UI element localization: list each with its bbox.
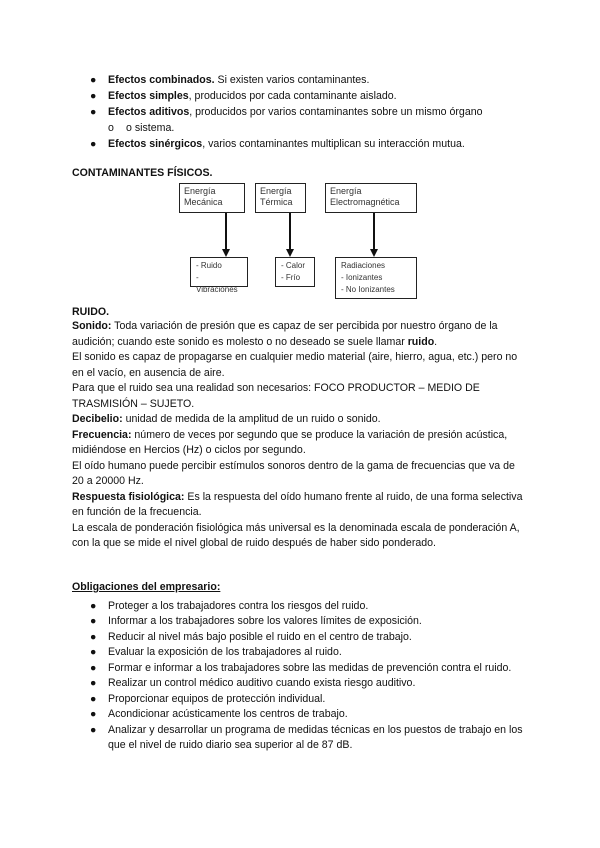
result-box-termica: - Calor - Frío bbox=[275, 257, 315, 287]
list-item: ● Evaluar la exposición de los trabajadores al ruido. bbox=[72, 645, 528, 661]
ruido-body bbox=[72, 319, 528, 552]
bullet-icon: ● bbox=[90, 74, 97, 86]
paragraph: Para que el ruido sea una realidad son necesarios: FOCO PRODUCTOR – MEDIO DE TRASMISIÓN – SUJETO. bbox=[72, 382, 480, 410]
list-item: ● Efectos sinérgicos, varios contaminantes multiplican su interacción mutua. bbox=[90, 138, 465, 150]
ruido-title: RUIDO. bbox=[72, 306, 110, 318]
section-title: CONTAMINANTES FÍSICOS. bbox=[72, 167, 213, 179]
paragraph: Respuesta fisiológica: Es la respuesta del oído humano frente al ruido, de una forma selectiva en función de la frecuencia. bbox=[72, 490, 523, 518]
energy-box-mecanica: Energía Mecánica bbox=[179, 183, 245, 213]
list-item: ● Efectos combinados. Si existen varios contaminantes. bbox=[90, 74, 370, 86]
sub-list bbox=[108, 120, 530, 136]
arrow-line bbox=[373, 213, 375, 251]
bullet-icon: ● bbox=[90, 677, 97, 689]
result-box-mecanica: - Ruido - Vibraciones bbox=[190, 257, 248, 287]
energy-box-electromagnetica: Energía Electromagnética bbox=[325, 183, 417, 213]
paragraph: El oído humano puede percibir estímulos sonoros dentro de la gama de frecuencias que va de 20 a 20000 Hz. bbox=[72, 459, 515, 487]
effects-list bbox=[90, 72, 530, 152]
obligaciones-section bbox=[72, 580, 528, 754]
bullet-icon: ● bbox=[90, 646, 97, 658]
bullet-icon: ● bbox=[90, 708, 97, 720]
paragraph: Decibelio: unidad de medida de la amplitud de un ruido o sonido. bbox=[72, 413, 381, 425]
obligaciones-heading: Obligaciones del empresario: bbox=[72, 581, 221, 593]
arrow-down-icon bbox=[286, 249, 294, 257]
bullet-icon: ● bbox=[90, 599, 97, 612]
arrow-down-icon bbox=[370, 249, 378, 257]
energy-diagram bbox=[175, 183, 435, 303]
arrow-down-icon bbox=[222, 249, 230, 257]
arrow-line bbox=[225, 213, 227, 251]
paragraph: La escala de ponderación fisiológica más universal es la denominada escala de ponderación A, con la que se mide el nivel global de ruido después de haber sido ponderado. bbox=[72, 521, 520, 549]
bullet-icon: ● bbox=[90, 630, 97, 643]
arrow-line bbox=[289, 213, 291, 251]
paragraph: Frecuencia: número de veces por segundo que se produce la variación de presión acústica, midiéndose en Hercios (Hz) o ciclos por segundo. bbox=[72, 428, 508, 456]
paragraph: Sonido: Toda variación de presión que es capaz de ser percibida por nuestro órgano de la audición; cuando este sonido es molesto o no deseado se suele llamar ruido. bbox=[72, 320, 498, 348]
energy-box-termica: Energía Térmica bbox=[255, 183, 306, 213]
list-item: ● Proteger a los trabajadores contra los riesgos del ruido. bbox=[72, 599, 528, 615]
bullet-icon: ● bbox=[90, 90, 97, 102]
bullet-icon: ● bbox=[90, 661, 97, 674]
bullet-icon: ● bbox=[90, 692, 97, 705]
list-item: ● Efectos aditivos, producidos por varios contaminantes sobre un mismo órgano o o sistema. bbox=[90, 104, 530, 136]
paragraph: El sonido es capaz de propagarse en cualquier medio material (aire, hierro, agua, etc.) pero no en el vacío, en ausencia de aire. bbox=[72, 351, 518, 379]
sub-bullet-icon: o bbox=[108, 122, 114, 134]
list-item: ● Efectos simples, producidos por cada contaminante aislado. bbox=[90, 90, 397, 102]
obligaciones-list bbox=[72, 599, 528, 754]
bullet-icon: ● bbox=[90, 615, 97, 627]
list-item: ● Proporcionar equipos de protección individual. bbox=[72, 692, 528, 708]
list-item: ● Informar a los trabajadores sobre los valores límites de exposición. bbox=[72, 614, 528, 630]
list-item: ● Analizar y desarrollar un programa de medidas técnicas en los puestos de trabajo en los que el nivel de ruido diario sea superior al de 87 dB. bbox=[90, 723, 523, 751]
list-item: ● Formar e informar a los trabajadores sobre las medidas de prevención contra el ruido. bbox=[72, 661, 528, 677]
list-item: ● Acondicionar acústicamente los centros de trabajo. bbox=[72, 707, 528, 723]
bullet-icon: ● bbox=[90, 723, 97, 736]
bullet-icon: ● bbox=[90, 106, 97, 118]
result-box-electromagnetica: Radiaciones - Ionizantes - No Ionizantes bbox=[335, 257, 417, 299]
bullet-icon: ● bbox=[90, 138, 97, 150]
list-item: ● Reducir al nivel más bajo posible el ruido en el centro de trabajo. bbox=[72, 630, 528, 646]
list-item: ● Realizar un control médico auditivo cuando exista riesgo auditivo. bbox=[72, 676, 528, 692]
sub-list-item: o o sistema. bbox=[108, 122, 175, 134]
